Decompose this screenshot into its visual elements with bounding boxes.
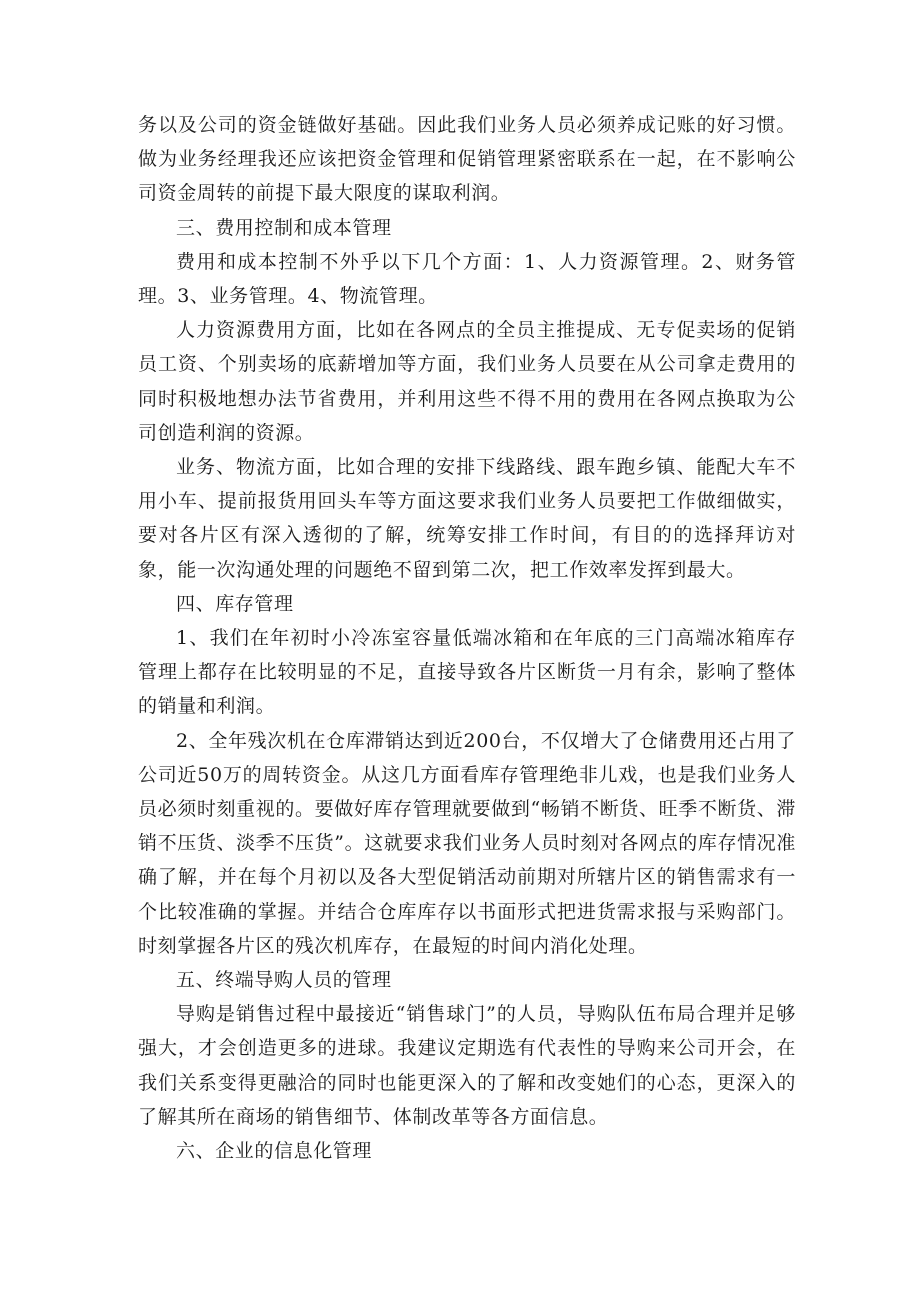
paragraph-sales-guides: 导购是销售过程中最接近“销售球门”的人员，导购队伍布局合理并足够强大，才会创造更多的进球。我建议定期选有代表性的导购来公司开会，在我们关系变得更融洽的同时也能更深入的了解和改变她们的心态，更深入的了解其所在商场的销售细节、体制改革等各方面信息。 bbox=[138, 1003, 796, 1128]
section-heading-informatization: 六、企业的信息化管理 bbox=[176, 1140, 373, 1163]
paragraph-continued: 务以及公司的资金链做好基础。因此我们业务人员必须养成记账的好习惯。做为业务经理我还应该把资金管理和促销管理紧密联系在一起，在不影响公司资金周转的前提下最大限度的谋取利润。 bbox=[138, 114, 796, 205]
paragraph-inventory-2: 2、全年残次机在仓库滞销达到近200台，不仅增大了仓储费用还占用了公司近50万的周转资金。从这几方面看库存管理绝非儿戏，也是我们业务人员必须时刻重视的。要做好库存管理就要做到“畅销不断货、旺季不断货、滞销不压货、淡季不压货”。这就要求我们业务人员时刻对各网点的库存情况准确了解，并在每个月初以及各大型促销活动前期对所辖片区的销售需求有一个比较准确的掌握。并结合仓库库存以书面形式把进货需求报与采购部门。时刻掌握各片区的残次机库存，在最短的时间内消化处理。 bbox=[138, 729, 796, 957]
paragraph-inventory-1: 1、我们在年初时小冷冻室容量低端冰箱和在年底的三门高端冰箱库存管理上都存在比较明显的不足，直接导致各片区断货一月有余，影响了整体的销量和利润。 bbox=[138, 627, 796, 718]
paragraph-cost-aspects: 费用和成本控制不外乎以下几个方面：1、人力资源管理。2、财务管理。3、业务管理。4、物流管理。 bbox=[138, 250, 796, 308]
document-body bbox=[138, 108, 796, 1168]
section-heading-sales-guides: 五、终端导购人员的管理 bbox=[176, 969, 392, 992]
section-heading-inventory: 四、库存管理 bbox=[176, 592, 294, 615]
paragraph-logistics: 业务、物流方面，比如合理的安排下线路线、跟车跑乡镇、能配大车不用小车、提前报货用回头车等方面这要求我们业务人员要把工作做细做实，要对各片区有深入透彻的了解，统筹安排工作时间，有目的的选择拜访对象，能一次沟通处理的问题绝不留到第二次，把工作效率发挥到最大。 bbox=[138, 456, 796, 581]
section-heading-cost-control: 三、费用控制和成本管理 bbox=[176, 216, 392, 239]
paragraph-hr-costs: 人力资源费用方面，比如在各网点的全员主推提成、无专促卖场的促销员工资、个别卖场的底薪增加等方面，我们业务人员要在从公司拿走费用的同时积极地想办法节省费用，并利用这些不得不用的费用在各网点换取为公司创造利润的资源。 bbox=[138, 319, 796, 444]
